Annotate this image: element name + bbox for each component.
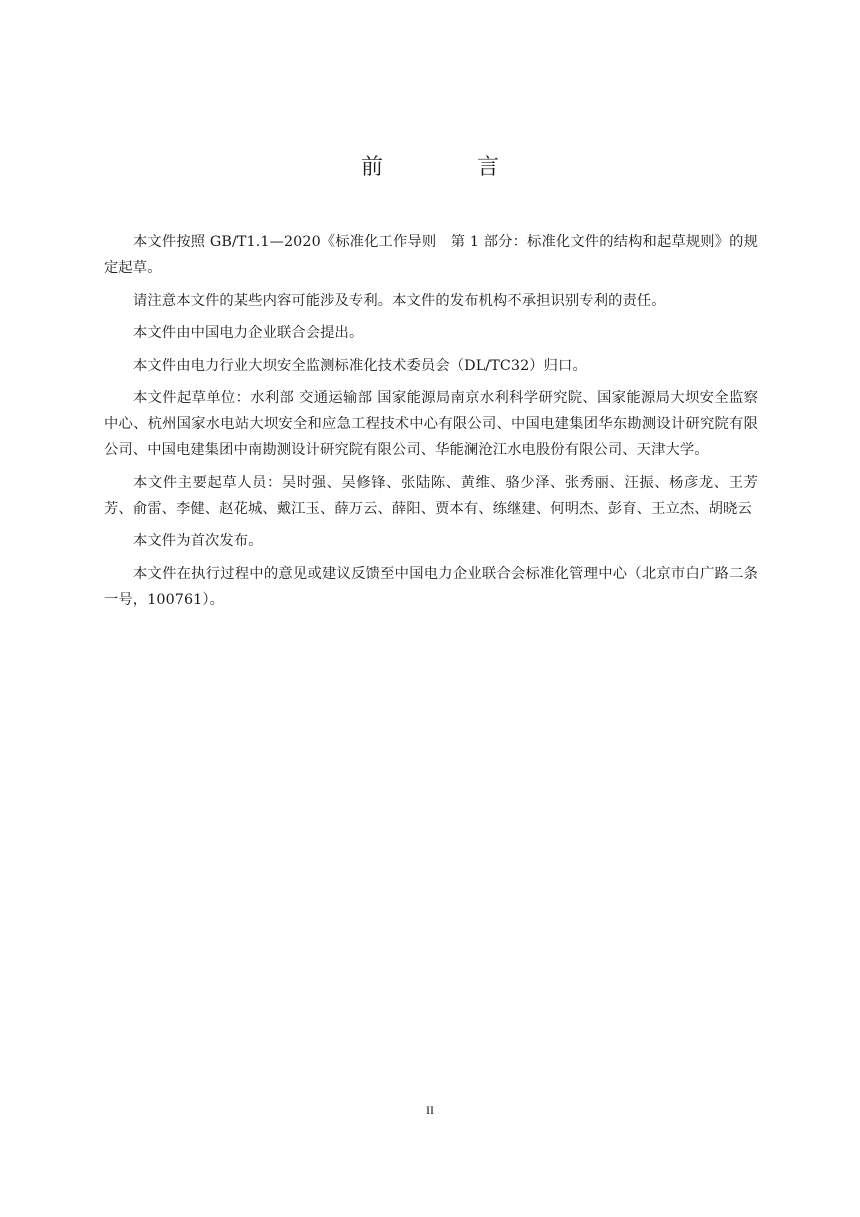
page-number: II: [426, 1103, 434, 1117]
paragraph-drafters: 本文件主要起草人员：吴时强、吴修锋、张陆陈、黄维、骆少泽、张秀丽、汪振、杨彦龙、王芳芳、俞雷、李健、赵花城、戴江玉、薛万云、薛阳、贾本有、练继建、何明杰、彭育、王立杰、胡晓云: [104, 474, 758, 517]
paragraph-patent-notice: 请注意本文件的某些内容可能涉及专利。本文件的发布机构不承担识别专利的责任。: [133, 292, 666, 309]
paragraph-technical-committee: 本文件由电力行业大坝安全监测标准化技术委员会（DL/TC32）归口。: [133, 357, 587, 374]
paragraph-feedback: 本文件在执行过程中的意见或建议反馈至中国电力企业联合会标准化管理中心（北京市白广路二条一号，100761）。: [104, 565, 758, 608]
foreword-body: [104, 229, 758, 619]
paragraph-first-release: 本文件为首次发布。: [133, 533, 263, 549]
paragraph-drafting-rules: 本文件按照 GB/T1.1—2020《标准化工作导则 第 1 部分：标准化文件的结构和起草规则》的规定起草。: [104, 234, 758, 276]
paragraph-drafting-units: 本文件起草单位：水利部 交通运输部 国家能源局南京水利科学研究院、国家能源局大坝安全监察中心、杭州国家水电站大坝安全和应急工程技术中心有限公司、中国电建集团华东勘测设计研究院有限公司、中国电建集团中南勘测设计研究院有限公司、华能澜沧江水电股份有限公司、天津大学。: [104, 390, 758, 458]
page-title: 前 言: [360, 155, 535, 180]
paragraph-proposer: 本文件由中国电力企业联合会提出。: [133, 325, 364, 341]
